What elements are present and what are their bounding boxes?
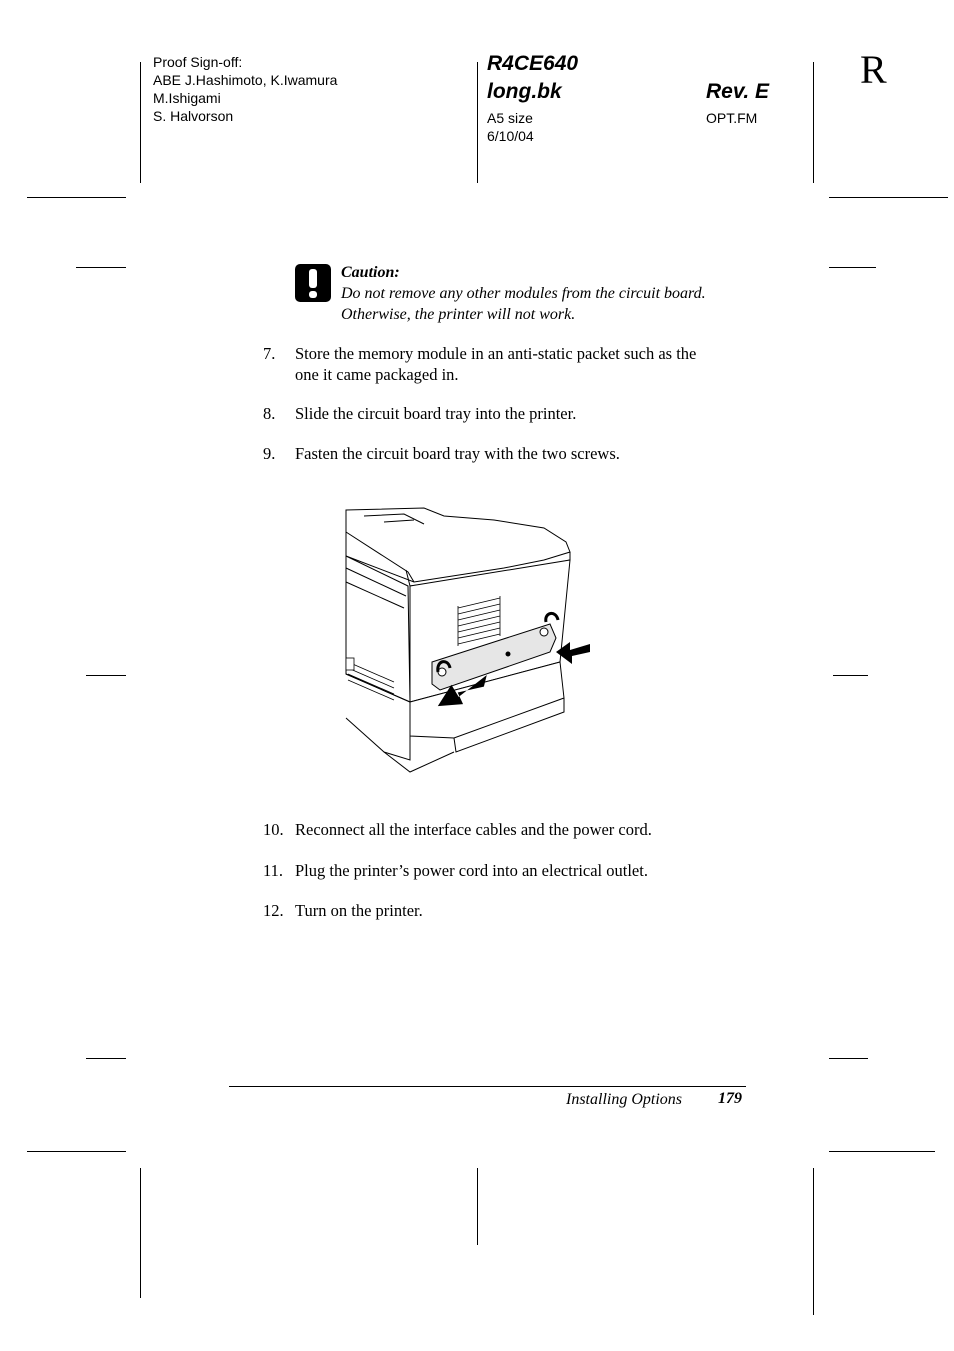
step-number: 11.: [263, 861, 284, 880]
crop-mark: [140, 1168, 141, 1298]
step-text: one it came packaged in.: [295, 365, 459, 384]
step-text: Fasten the circuit board tray with the two screws.: [295, 444, 620, 463]
crop-mark: [833, 675, 868, 676]
step-number: 7.: [263, 344, 276, 363]
revision: Rev. E: [706, 80, 770, 103]
step-text: Plug the printer’s power cord into an electrical outlet.: [295, 861, 648, 880]
step-text: Store the memory module in an anti-static packet such as the: [295, 344, 697, 363]
caution-note: [341, 262, 761, 325]
proof-line: S. Halvorson: [153, 108, 234, 124]
doc-date: 6/10/04: [487, 128, 534, 144]
step-text: Turn on the printer.: [295, 901, 423, 920]
doc-code-block: [487, 50, 578, 106]
caution-line: Do not remove any other modules from the circuit board.: [341, 285, 706, 302]
caution-title: Caution:: [341, 264, 400, 281]
crop-mark: [829, 197, 948, 198]
section-letter: R: [860, 47, 887, 92]
page-number: 179: [718, 1090, 742, 1107]
proof-signoff: [153, 53, 337, 125]
crop-mark: [829, 1151, 935, 1152]
proof-line: Proof Sign-off:: [153, 54, 243, 70]
file-name: OPT.FM: [706, 110, 758, 126]
crop-mark: [477, 62, 478, 183]
printer-illustration: [344, 502, 594, 774]
footer-section-title: Installing Options: [566, 1091, 683, 1108]
step-number: 8.: [263, 404, 276, 423]
step-number: 9.: [263, 444, 276, 463]
crop-mark: [477, 1168, 478, 1245]
proof-line: M.Ishigami: [153, 90, 221, 106]
crop-mark: [27, 1151, 126, 1152]
crop-mark: [813, 62, 814, 183]
crop-mark: [140, 62, 141, 183]
crop-mark: [86, 1058, 126, 1059]
footer-rule: [229, 1086, 746, 1087]
step-text: Reconnect all the interface cables and the power cord.: [295, 820, 652, 839]
crop-mark: [76, 267, 126, 268]
page-size: A5 size: [487, 110, 533, 126]
proof-line: ABE J.Hashimoto, K.Iwamura: [153, 72, 338, 88]
caution-line: Otherwise, the printer will not work.: [341, 306, 576, 323]
crop-mark: [813, 1168, 814, 1315]
step-number: 12.: [263, 901, 284, 920]
step-number: 10.: [263, 820, 284, 839]
doc-code: R4CE640: [487, 52, 579, 75]
caution-icon: [295, 264, 331, 302]
crop-mark: [27, 197, 126, 198]
book-name: long.bk: [487, 80, 562, 103]
crop-mark: [86, 675, 126, 676]
step-text: Slide the circuit board tray into the printer.: [295, 404, 577, 423]
crop-mark: [829, 267, 876, 268]
crop-mark: [829, 1058, 868, 1059]
